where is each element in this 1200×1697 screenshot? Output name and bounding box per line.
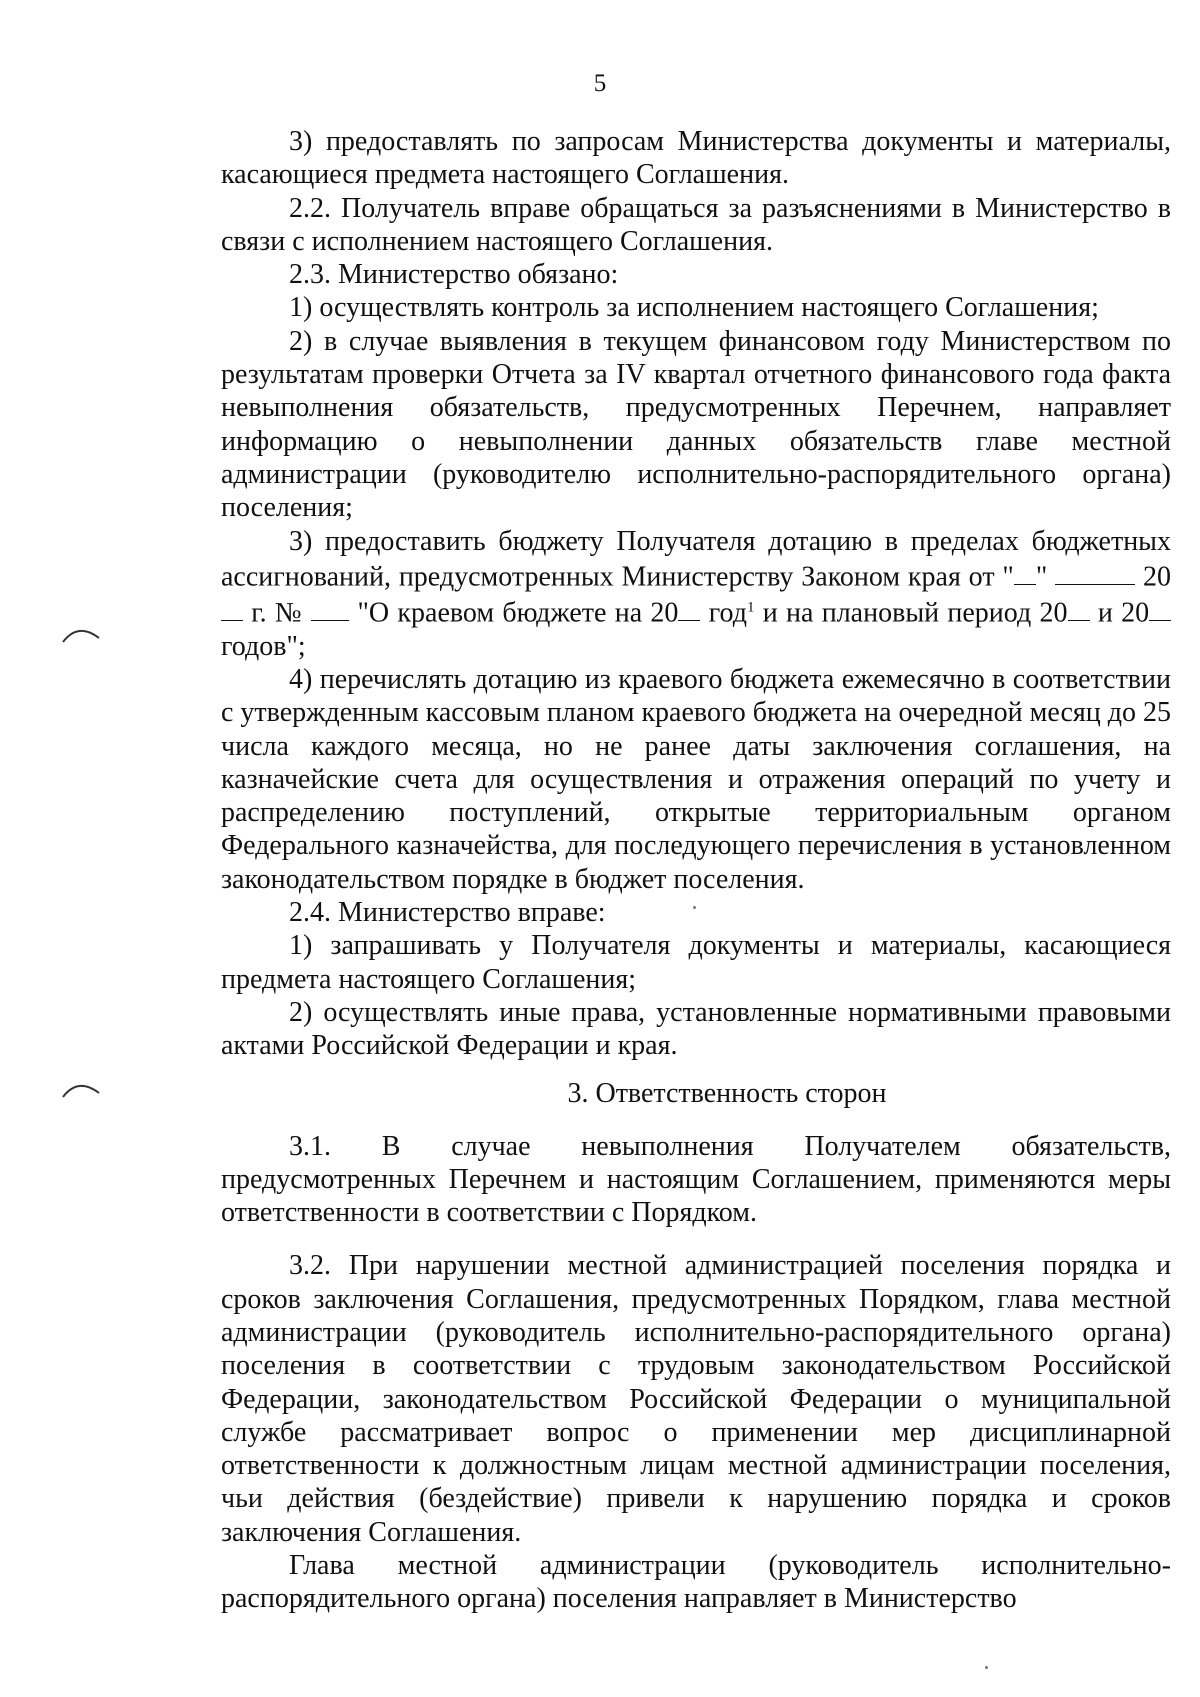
paragraph-budget-allocation: 3) предоставить бюджету Получателя дотацию в пределах бюджетных ассигнований, предусмотренных Министерству Законом края от " " 20 г. № "О краевом бюджете на 20 год$^1$ и на плановый период 20 и 20 годов";	[221, 525, 1171, 662]
document-body	[221, 125, 1171, 1616]
paragraph: 2) в случае выявления в текущем финансовом году Министерством по результатам проверки Отчета за IV квартал отчетного финансового года факта невыполнения обязательств, предусмотренных Перечнем, направляет информацию о невыполнении данных обязательств главе местной администрации (руководителю исполнительно-распорядительного органа) поселения;	[221, 325, 1171, 524]
paragraph: 1) осуществлять контроль за исполнением настоящего Соглашения;	[289, 292, 1099, 324]
paragraph: 2.3. Министерство обязано:	[289, 259, 619, 291]
blank-budget-year	[678, 594, 700, 622]
paragraph: Глава местной администрации (руководитель исполнительно-распорядительного органа) поселения направляет в Министерство	[221, 1550, 1171, 1615]
paragraph: 3.2. При нарушении местной администрацией поселения порядка и сроков заключения Соглашения, предусмотренных Порядком, глава местной администрации (руководитель исполнительно-распорядительного органа) поселения в соответствии с трудовым законодательством Российской Федерации, законодательством Российской Федерации о муниципальной службе рассматривает вопрос о применении мер дисциплинарной ответственности к должностным лицам местной администрации поселения, чьи действия (бездействие) привели к нарушению порядка и сроков заключения Соглашения.	[221, 1250, 1171, 1548]
scan-speck	[985, 1666, 988, 1669]
paragraph: 2) осуществлять иные права, установленные нормативными правовыми актами Российской Федерации и края.	[221, 996, 1171, 1062]
paragraph: 4) перечислять дотацию из краевого бюджета ежемесячно в соответствии с утвержденным кассовым планом краевого бюджета на очередной месяц до 25 числа каждого месяца, но не ранее даты заключения соглашения, на казначейские счета для осуществления и отражения операций по учету и распределению поступлений, открытые территориальным органом Федерального казначейства, для последующего перечисления в установленном законодательством порядке в бюджет поселения.	[221, 663, 1171, 895]
blank-year	[221, 594, 243, 622]
blank-day	[1014, 558, 1036, 586]
paragraph: 1) запрашивать у Получателя документы и материалы, касающиеся предмета настоящего Соглашения;	[221, 930, 1171, 995]
paragraph: 3.1. В случае невыполнения Получателем обязательств, предусмотренных Перечнем и настоящим Соглашением, применяются меры ответственности в соответствии с Порядком.	[221, 1130, 1171, 1229]
paragraph: 2.2. Получатель вправе обращаться за разъяснениями в Министерство в связи с исполнением настоящего Соглашения.	[221, 192, 1171, 257]
blank-law-number	[311, 594, 349, 622]
blank-plan-year-2	[1149, 594, 1171, 622]
paragraph: 3) предоставлять по запросам Министерства документы и материалы, касающиеся предмета настоящего Соглашения.	[221, 126, 1171, 191]
footnote-marker: 1	[746, 599, 755, 616]
punch-hole-mark-upper	[60, 620, 102, 646]
blank-month	[1055, 558, 1135, 586]
section-heading: 3. Ответственность сторон	[567, 1077, 887, 1109]
punch-hole-mark-lower	[60, 1075, 102, 1101]
paragraph: 2.4. Министерство вправе:	[289, 897, 606, 929]
blank-plan-year-1	[1068, 594, 1090, 622]
page-number: 5	[593, 70, 607, 97]
